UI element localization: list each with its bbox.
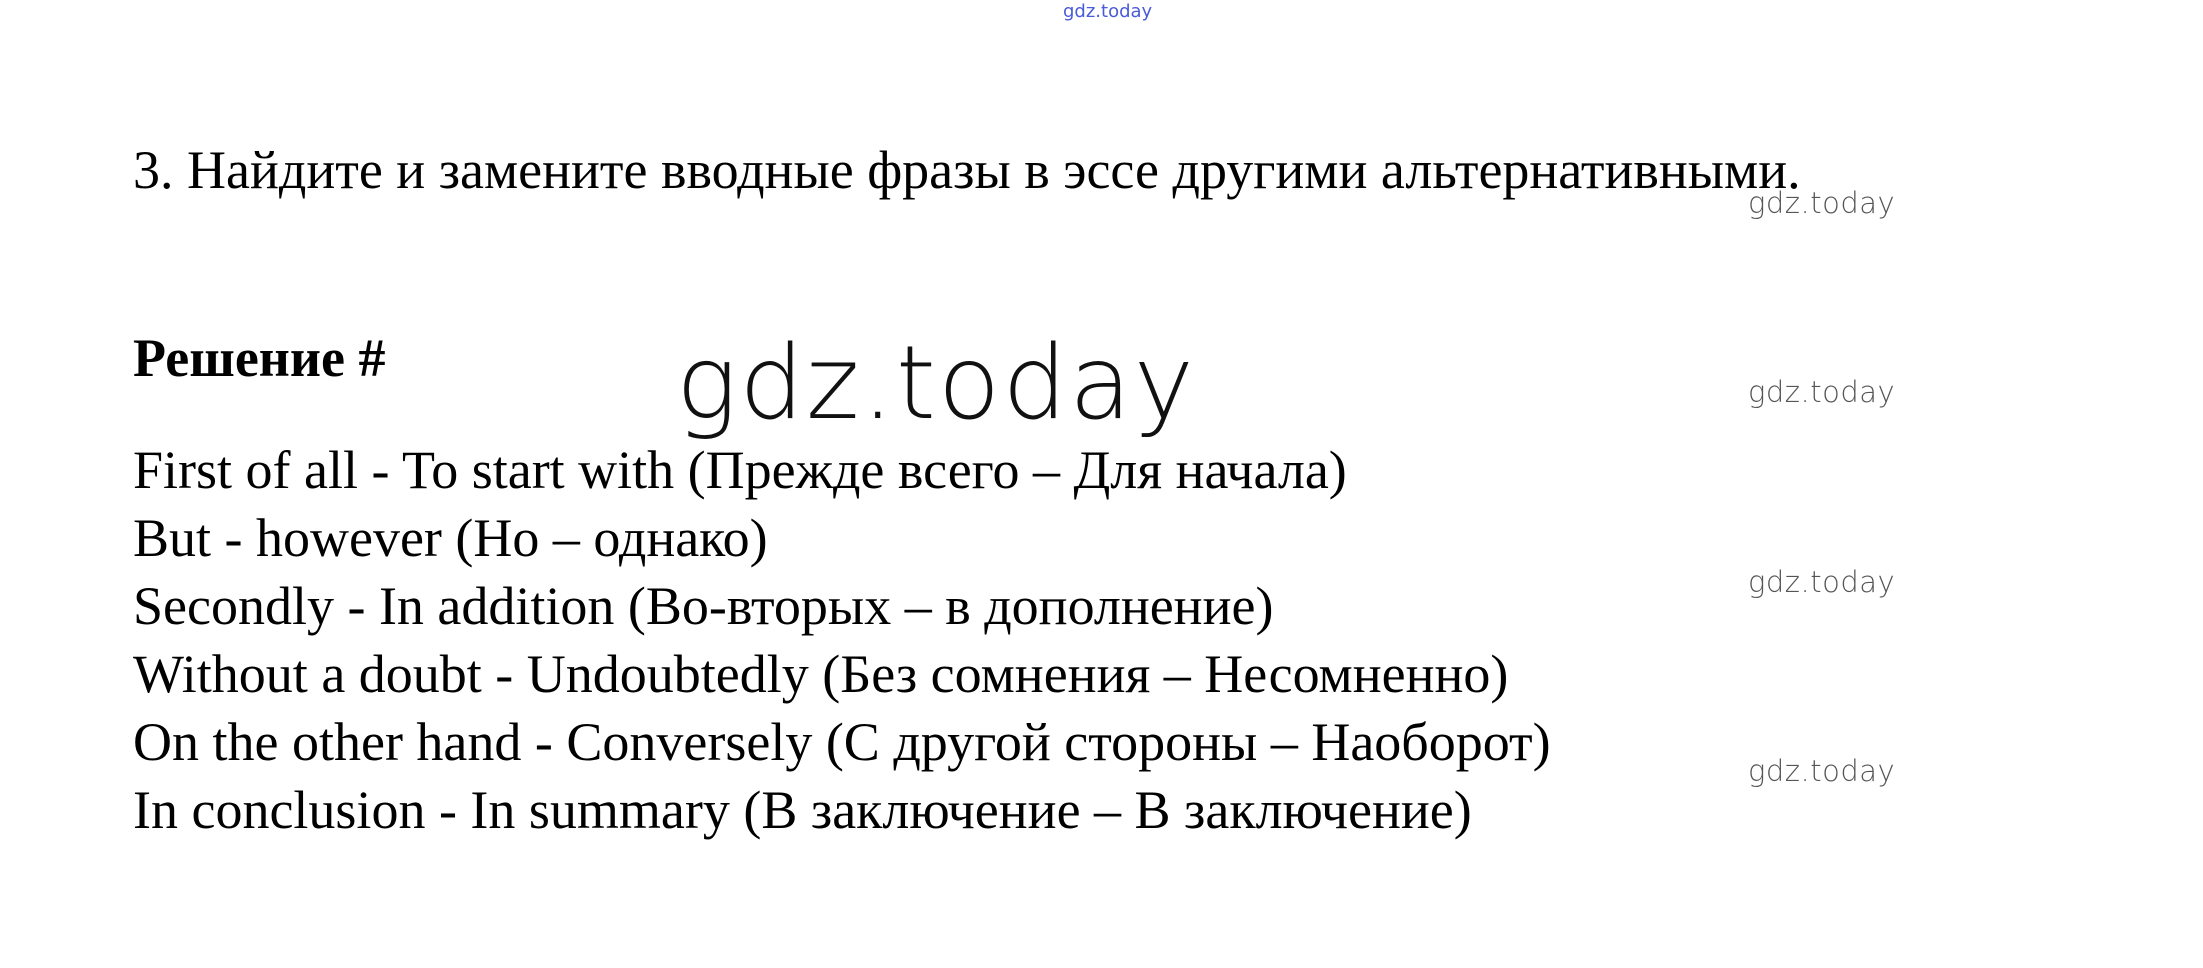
watermark-side: gdz.today [1748,754,1896,788]
watermark-top: gdz.today [1063,1,1153,22]
solution-line: Without a doubt - Undoubtedly (Без сомнения – Несомненно) [133,644,1509,704]
solution-heading: Решение # [133,328,386,388]
solution-list [133,436,1551,844]
solution-line: But - however (Но – однако) [133,508,768,568]
watermark-side: gdz.today [1748,186,1896,220]
solution-line: Secondly - In addition (Во-вторых – в дополнение) [133,576,1274,636]
watermark-side: gdz.today [1748,375,1896,409]
solution-line: First of all - To start with (Прежде всего – Для начала) [133,440,1347,500]
solution-line: On the other hand - Conversely (С другой стороны – Наоборот) [133,712,1551,772]
watermark-side: gdz.today [1748,565,1896,599]
task-statement: 3. Найдите и замените вводные фразы в эссе другими альтернативными. [133,140,1801,200]
solution-line: In conclusion - In summary (В заключение – В заключение) [133,780,1472,840]
watermark-center: gdz.today [676,324,1196,443]
